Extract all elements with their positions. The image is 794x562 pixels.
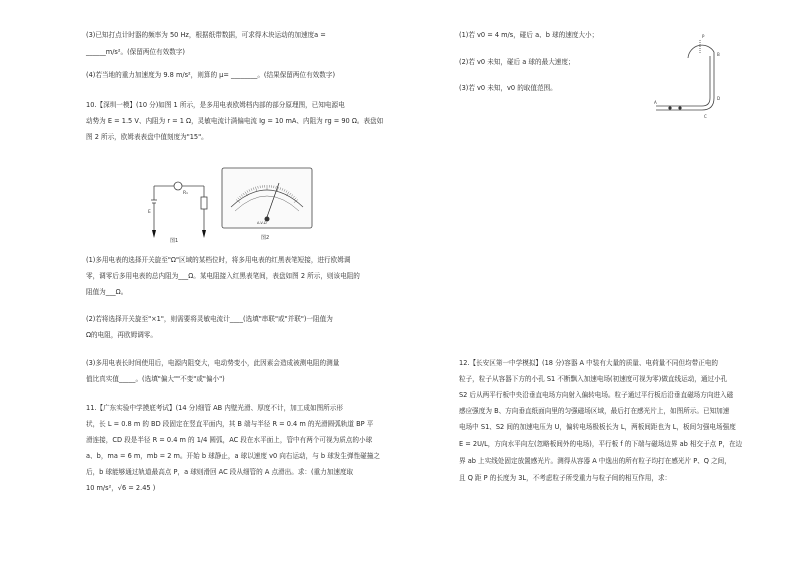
q11-line6: 10 m/s²，√6 = 2.45 ) xyxy=(86,484,156,492)
q12-line7: 界 ab 上实线处固定放置感光片。测得从容器 A 中逸出的所有粒子均打在感光片 P、Q 之间， xyxy=(459,457,731,465)
q12-line5: 电场中 S1、S2 间的加速电压为 U，偏转电场极板长为 L，两板间距也为 L，板间匀强电场强度 xyxy=(459,423,736,431)
svg-text:E: E xyxy=(148,210,151,215)
q10-part2-line2: Ω的电阻，再欧姆调零。 xyxy=(86,331,157,339)
circuit-diagram-figure1 xyxy=(140,175,215,245)
meter-range-text: A-V-Ω xyxy=(257,221,267,225)
meter-dial-figure2 xyxy=(221,167,313,243)
q12-line8: 且 Q 距 P 的长度为 3L，不考虑粒子所受重力与粒子间的相互作用，求： xyxy=(459,474,672,482)
black-probe-icon xyxy=(152,230,156,238)
q10-part1-line3: 阻值为___Ω。 xyxy=(86,288,128,296)
ball-b xyxy=(678,106,681,109)
q11-sub3: (3)若 v0 未知，v0 的取值范围。 xyxy=(459,84,557,92)
q10-part1-line2: 零，调零后多用电表的总内阻为___Ω。某电阻接入红黑表笔间，表盘如图 2 所示，则该电阻的 xyxy=(86,272,360,280)
q9-part4: (4)若当地的重力加速度为 9.8 m/s²，则算的 μ= ________。(结果保留两位有效数字) xyxy=(86,71,336,79)
red-probe-icon xyxy=(202,230,206,238)
q11-line2: 状，长 L = 0.8 m 的 BD 段固定在竖直平面内，其 B 端与半径 R = 0.4 m 的光滑圆弧轨道 BP 平 xyxy=(86,420,374,428)
q9-part3-line2: ______m/s²。(保留两位有效数字) xyxy=(86,48,185,56)
ball-a xyxy=(668,106,671,109)
q10-part2-line1: (2)若将选择开关旋至"×1"，则需要将灵敏电流计____(选填"串联"或"并联")一阻值为 xyxy=(86,315,333,323)
track-diagram xyxy=(652,30,732,120)
q10-part3-line1: (3)多用电表长时间使用后，电源内阻变大，电动势变小，此因素会造成被测电阻的测量 xyxy=(86,359,340,367)
q10-line2: 动势为 E = 1.5 V、内阻为 r = 1 Ω，灵敏电流计满偏电流 Ig = 10 mA、内阻为 rg = 90 Ω。表盘如 xyxy=(86,117,384,125)
q12-line4: 感应强度为 B、方向垂直纸面向里的匀强磁场区域，最后打在感光片上，如图所示。已知加速 xyxy=(459,407,730,415)
q12-line2: 粒子，粒子从容器下方的小孔 S1 不断飘入加速电场(初速度可视为零)做直线运动，通过小孔 xyxy=(459,375,728,383)
q11-sub2: (2)若 v0 未知，碰后 a 球的最大速度； xyxy=(459,58,575,66)
q10-part3-line2: 值比真实值_____。(选填"偏大""不变"或"偏小") xyxy=(86,375,225,383)
q12-line6: E = 2U/L，方向水平向左(忽略板间外的电场)，平行板 f 的下端与磁场边界 ab 相交于点 P，在边 xyxy=(459,440,743,448)
q9-part3-line1: (3)已知打点计时器的频率为 50 Hz，根据纸带数据，可求得木块运动的加速度a = xyxy=(86,31,326,39)
svg-text:D: D xyxy=(717,96,721,101)
svg-text:C: C xyxy=(704,114,707,119)
q10-part1-line1: (1)多用电表的选择开关旋至"Ω"区域的某档位时，将多用电表的红黑表笔短接，进行欧姆调 xyxy=(86,256,351,264)
q11-line1: 11.【广东实验中学摸底考试】(14 分)细管 AB 内壁光滑、厚度不计，加工成如图所示形 xyxy=(86,404,343,412)
svg-text:R₁: R₁ xyxy=(183,191,188,196)
q11-line3: 滑连接，CD 段是半径 R = 0.4 m 的 1/4 圆弧，AC 段在水平面上，管中有两个可视为质点的小球 xyxy=(86,436,373,444)
q11-line4: a、b，ma = 6 m，mb = 2 m。开始 b 球静止，a 球以速度 v0 向右运动，与 b 球发生弹性碰撞之 xyxy=(86,452,380,460)
svg-text:P: P xyxy=(702,34,705,39)
q10-line1: 10.【深圳一模】(10 分)如图 1 所示，是多用电表欧姆档内部的部分原理图，已知电源电 xyxy=(86,101,345,109)
q11-sub1: (1)若 v0 = 4 m/s，碰后 a、b 球的速度大小； xyxy=(459,31,599,39)
figure2-label: 图2 xyxy=(261,235,270,241)
q10-line3: 图 2 所示，欧姆表表盘中值刻度为"15"。 xyxy=(86,133,208,141)
svg-text:B: B xyxy=(717,52,720,57)
q12-line1: 12.【长安区第一中学模拟】(18 分)容器 A 中装有大量的质量、电荷量不同但均带正电的 xyxy=(459,359,719,367)
q12-line3: S2 后从两平行板中央沿垂直电场方向射入偏转电场。粒子通过平行板后沿垂直磁场方向进入磁 xyxy=(459,391,734,399)
q11-line5: 后，b 球能够通过轨道最高点 P，a 球则滑回 AC 段从细管的 A 点滑出。求：(重力加速度取 xyxy=(86,468,354,476)
figure1-label: 图1 xyxy=(170,238,179,244)
svg-text:A: A xyxy=(654,100,657,105)
